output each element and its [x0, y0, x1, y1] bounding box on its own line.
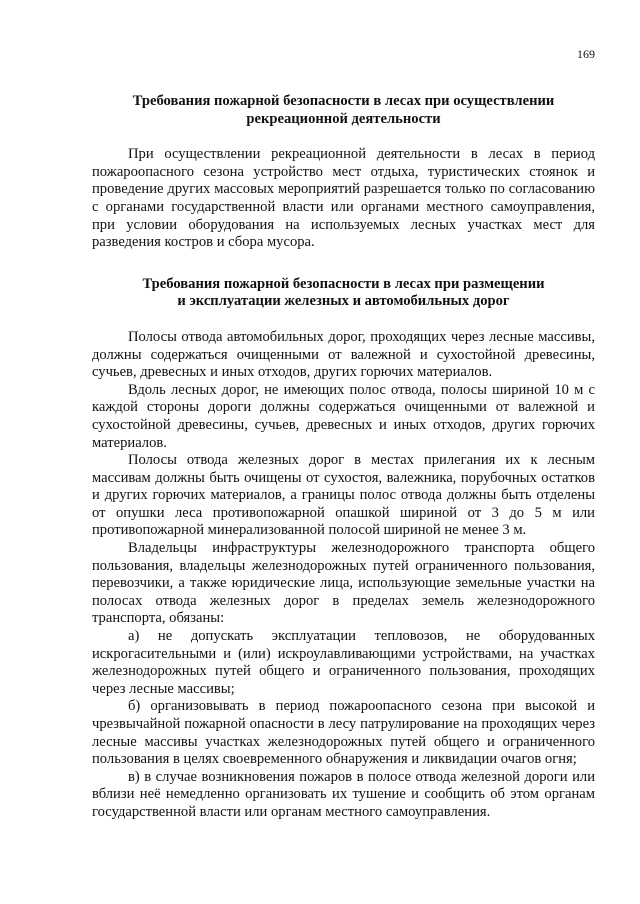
- list-item: а) не допускать эксплуатации тепловозов, не оборудованных искрогасительными и (или) искроулавливающими устройствами, на участках железнодорожных путей общего и ограниченного пользования, проходящих через лесные массивы;: [92, 628, 595, 697]
- section-title-recreational: [92, 93, 595, 128]
- section-title-roads: [92, 276, 595, 311]
- section-title-line: рекреационной деятельности: [246, 110, 441, 127]
- list-item: в) в случае возникновения пожаров в полосе отвода железной дороги или вблизи неё немедленно организовать их тушение и сообщить об этом органам государственной власти или органам местного самоуправления.: [92, 768, 595, 820]
- paragraph: Полосы отвода автомобильных дорог, проходящих через лесные массивы, должны содержаться очищенными от валежной и сухостойной древесины, сучьев, древесных и иных отходов, других горючих материалов.: [92, 328, 595, 381]
- paragraph: Полосы отвода железных дорог в местах прилегания их к лесным массивам должны быть очищены от сухостоя, валежника, порубочных остатков и других горючих материалов, а границы полос отвода должны быть отделены от опушки леса противопожарной опашкой шириной от 3 до 5 м или противопожарной минерализованной полосой шириной не менее 3 м.: [92, 452, 595, 539]
- section-title-line: Требования пожарной безопасности в лесах при размещении: [142, 275, 545, 292]
- section-title-line: и эксплуатации железных и автомобильных дорог: [177, 293, 510, 310]
- page-number: 169: [577, 47, 595, 61]
- page-content: [92, 93, 595, 822]
- section-title-line: Требования пожарной безопасности в лесах при осуществлении: [132, 93, 555, 109]
- paragraph: При осуществлении рекреационной деятельности в лесах в период пожароопасного сезона устройство мест отдыха, туристических стоянок и проведение других массовых мероприятий разрешается только по согласованию с органами государственной власти или органами местного самоуправления, при условии оборудования на используемых лесных участках мест для разведения костров и сбора мусора.: [92, 146, 595, 251]
- list-item: б) организовывать в период пожароопасного сезона при высокой и чрезвычайной пожарной опасности в лесу патрулирование на проходящих через лесные массивы участках железнодорожных путей общего и ограниченного пользования в целях своевременного обнаружения и ликвидации очагов огня;: [92, 698, 595, 768]
- paragraph: Владельцы инфраструктуры железнодорожного транспорта общего пользования, владельцы железнодорожных путей ограниченного пользования, перевозчики, а также юридические лица, использующие земельные участки на полосах отвода железных дорог в пределах земель железнодорожного транспорта, обязаны:: [92, 540, 595, 627]
- paragraph: Вдоль лесных дорог, не имеющих полос отвода, полосы шириной 10 м с каждой стороны дороги должны содержаться очищенными от валежной и сухостойной древесины, сучьев, древесных и иных отходов, других горючих материалов.: [92, 381, 595, 451]
